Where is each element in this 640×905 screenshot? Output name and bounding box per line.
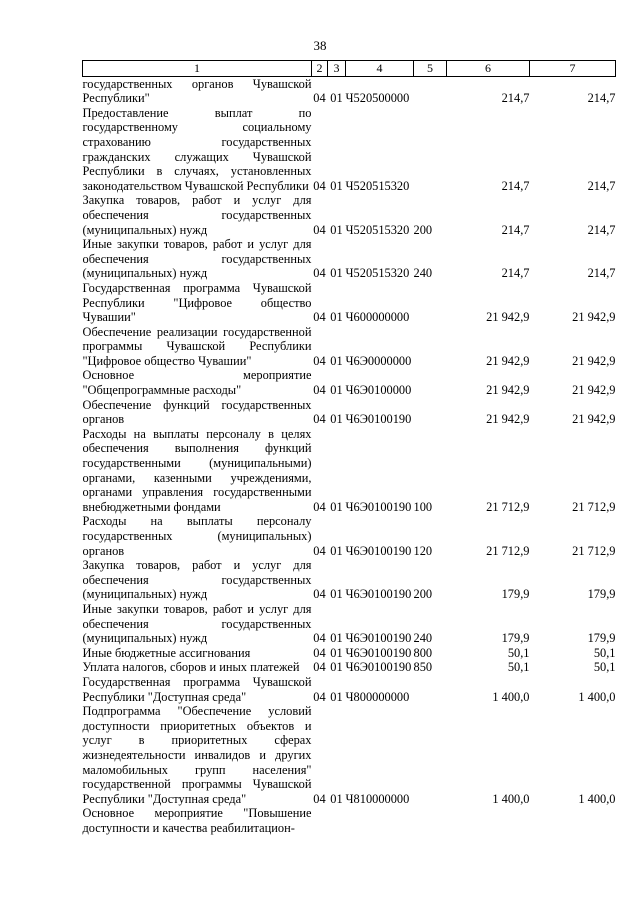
row-subsection-cell [328,806,346,835]
table-row [83,368,616,397]
row-section-cell: 04 [313,91,326,106]
row-expense-type-cell [414,106,447,194]
row-expense-type-cell: 800 [413,645,433,660]
row-name-cell: государственных органов Чувашской Республики" [82,76,312,106]
row-amount-cell: 214,7 [587,178,616,193]
table-header-row [83,61,616,77]
row-subsection-cell: 01 [330,383,343,398]
row-name-cell: Расходы на выплаты персоналу в целях обеспечения выполнения функций государственными (муниципальными) органами, казенными учреждениями, органами управления государственными внебюджетными фондами [82,426,312,514]
row-target-article-cell: Ч520500000 [345,91,410,106]
table-row [83,675,616,704]
row-amount-cell: 214,7 [501,178,530,193]
row-name-cell: Подпрограмма "Обеспечение условий доступности приоритетных объектов и услуг в приоритетных сферах жизнедеятельности инвалидов и других маломобильных групп населения" государственной программы Чувашской Республики "Доступная среда" [82,704,312,806]
row-amount-cell [447,806,530,835]
row-target-article-cell: Ч6Э0100190 [345,587,412,602]
row-target-article-cell: Ч520515320 [345,178,410,193]
table-row [83,398,616,427]
row-target-article-cell: Ч6Э0000000 [345,353,412,368]
table-row [83,76,616,106]
row-amount-cell: 50,1 [593,645,616,660]
row-target-article-cell: Ч6Э0100190 [345,631,412,646]
row-section-cell: 04 [313,631,326,646]
row-subsection-cell: 01 [330,631,343,646]
column-header: 5 [414,61,447,77]
table-row [83,660,616,675]
row-amount-cell: 179,9 [501,631,530,646]
row-name-cell: Основное мероприятие "Повышение доступности и качества реабилитацион- [82,806,312,835]
row-section-cell [312,806,328,835]
table-row [83,237,616,281]
row-section-cell: 04 [313,383,326,398]
row-name-cell: Закупка товаров, работ и услуг для обеспечения государственных (муниципальных) нужд [82,558,312,602]
row-target-article-cell: Ч800000000 [345,689,410,704]
row-section-cell: 04 [313,178,326,193]
budget-table [82,60,616,835]
row-expense-type-cell: 200 [413,587,433,602]
row-amount-cell: 214,7 [587,266,616,281]
row-target-article-cell: Ч520515320 [345,266,410,281]
row-expense-type-cell: 200 [413,222,433,237]
table-row [83,704,616,806]
row-subsection-cell: 01 [330,266,343,281]
table-row [83,514,616,558]
row-amount-cell: 21 712,9 [486,499,530,514]
row-section-cell: 04 [313,645,326,660]
row-target-article-cell: Ч810000000 [345,791,410,806]
row-target-article-cell: Ч6Э0100190 [345,660,412,675]
row-amount-cell: 21 942,9 [572,353,616,368]
row-expense-type-cell: 120 [413,543,433,558]
row-subsection-cell: 01 [330,91,343,106]
row-name-cell: Расходы на выплаты персоналу государственных (муниципальных) органов [82,514,312,558]
row-expense-type-cell [414,281,447,325]
row-amount-cell: 21 942,9 [486,412,530,427]
row-subsection-cell: 01 [330,660,343,675]
table-body [83,76,616,835]
row-target-article-cell: Ч6Э0100190 [345,645,412,660]
row-expense-type-cell [414,368,447,397]
row-subsection-cell: 01 [330,222,343,237]
row-amount-cell: 1 400,0 [492,689,530,704]
row-amount-cell: 21 942,9 [486,383,530,398]
row-amount-cell: 21 712,9 [486,543,530,558]
row-section-cell: 04 [313,266,326,281]
row-name-cell: Иные закупки товаров, работ и услуг для обеспечения государственных (муниципальных) нужд [82,601,312,646]
table-row [83,806,616,835]
row-amount-cell: 214,7 [587,91,616,106]
row-subsection-cell: 01 [330,178,343,193]
row-target-article-cell: Ч6Э0100190 [345,412,412,427]
row-name-cell: Обеспечение функций государственных органов [82,397,312,427]
row-expense-type-cell: 850 [413,660,433,675]
table-row [83,325,616,369]
row-name-cell: Закупка товаров, работ и услуг для обеспечения государственных (муниципальных) нужд [82,193,312,237]
row-section-cell: 04 [313,689,326,704]
table-row [83,558,616,602]
row-expense-type-cell [414,806,447,835]
row-subsection-cell: 01 [330,791,343,806]
table-row [83,281,616,325]
column-header: 3 [328,61,346,77]
row-amount-cell: 21 712,9 [572,499,616,514]
row-amount-cell: 21 942,9 [572,412,616,427]
row-subsection-cell: 01 [330,412,343,427]
column-header: 2 [312,61,328,77]
row-name-cell: Обеспечение реализации государственной программы Чувашской Республики "Цифровое общество Чувашии" [82,324,312,368]
page-number: 38 [313,38,327,53]
column-header: 7 [530,61,616,77]
row-section-cell: 04 [313,310,326,325]
row-subsection-cell: 01 [330,543,343,558]
row-expense-type-cell: 100 [413,499,433,514]
row-subsection-cell: 01 [330,689,343,704]
row-subsection-cell: 01 [330,499,343,514]
row-name-cell: Уплата налогов, сборов и иных платежей [82,660,300,675]
row-expense-type-cell [414,704,447,806]
row-section-cell: 04 [313,587,326,602]
row-section-cell: 04 [313,543,326,558]
table-row [83,646,616,661]
row-amount-cell: 21 942,9 [572,383,616,398]
row-amount-cell: 179,9 [501,587,530,602]
row-amount-cell: 214,7 [501,222,530,237]
row-amount-cell: 214,7 [501,266,530,281]
row-target-article-cell: Ч6Э0100190 [345,543,412,558]
table-row [83,602,616,646]
row-subsection-cell: 01 [330,310,343,325]
column-header: 1 [83,61,312,77]
row-expense-type-cell: 240 [413,266,433,281]
row-amount-cell: 179,9 [587,587,616,602]
row-amount-cell: 50,1 [593,660,616,675]
row-section-cell: 04 [313,499,326,514]
row-amount-cell: 214,7 [501,91,530,106]
row-amount-cell: 21 942,9 [572,310,616,325]
row-target-article-cell: Ч6Э0100190 [345,499,412,514]
row-expense-type-cell [414,76,447,106]
row-amount-cell: 50,1 [507,645,530,660]
column-header: 6 [447,61,530,77]
row-amount-cell: 214,7 [587,222,616,237]
table-row [83,193,616,237]
column-header: 4 [346,61,414,77]
row-target-article-cell: Ч6Э0100000 [345,383,412,398]
row-section-cell: 04 [313,222,326,237]
row-expense-type-cell [414,325,447,369]
row-section-cell: 04 [313,412,326,427]
row-name-cell: Государственная программа Чувашской Республики "Доступная среда" [82,674,312,704]
row-amount-cell: 1 400,0 [578,791,616,806]
row-amount-cell [530,806,616,835]
row-amount-cell: 21 942,9 [486,310,530,325]
row-name-cell: Предоставление выплат по государственному социальному страхованию государственных гражданских служащих Чувашской Республики в случаях, установленных законодательством Чувашской Республики [82,105,312,193]
row-amount-cell: 1 400,0 [492,791,530,806]
row-section-cell: 04 [313,791,326,806]
row-subsection-cell: 01 [330,353,343,368]
row-amount-cell: 21 942,9 [486,353,530,368]
row-subsection-cell: 01 [330,587,343,602]
row-section-cell: 04 [313,660,326,675]
row-subsection-cell: 01 [330,645,343,660]
row-amount-cell: 1 400,0 [578,689,616,704]
row-target-article-cell: Ч520515320 [345,222,410,237]
row-section-cell: 04 [313,353,326,368]
table-row [83,106,616,194]
row-amount-cell: 179,9 [587,631,616,646]
row-amount-cell: 50,1 [507,660,530,675]
row-expense-type-cell [414,675,447,704]
row-expense-type-cell [414,398,447,427]
table-row [83,427,616,515]
row-target-article-cell [346,806,414,835]
row-amount-cell: 21 712,9 [572,543,616,558]
row-name-cell: Иные бюджетные ассигнования [82,645,251,660]
row-expense-type-cell: 240 [413,631,433,646]
row-target-article-cell: Ч600000000 [345,310,410,325]
row-name-cell: Иные закупки товаров, работ и услуг для обеспечения государственных (муниципальных) нужд [82,237,312,281]
row-name-cell: Государственная программа Чувашской Республики "Цифровое общество Чувашии" [82,280,312,325]
row-name-cell: Основное мероприятие "Общепрограммные расходы" [82,368,312,398]
